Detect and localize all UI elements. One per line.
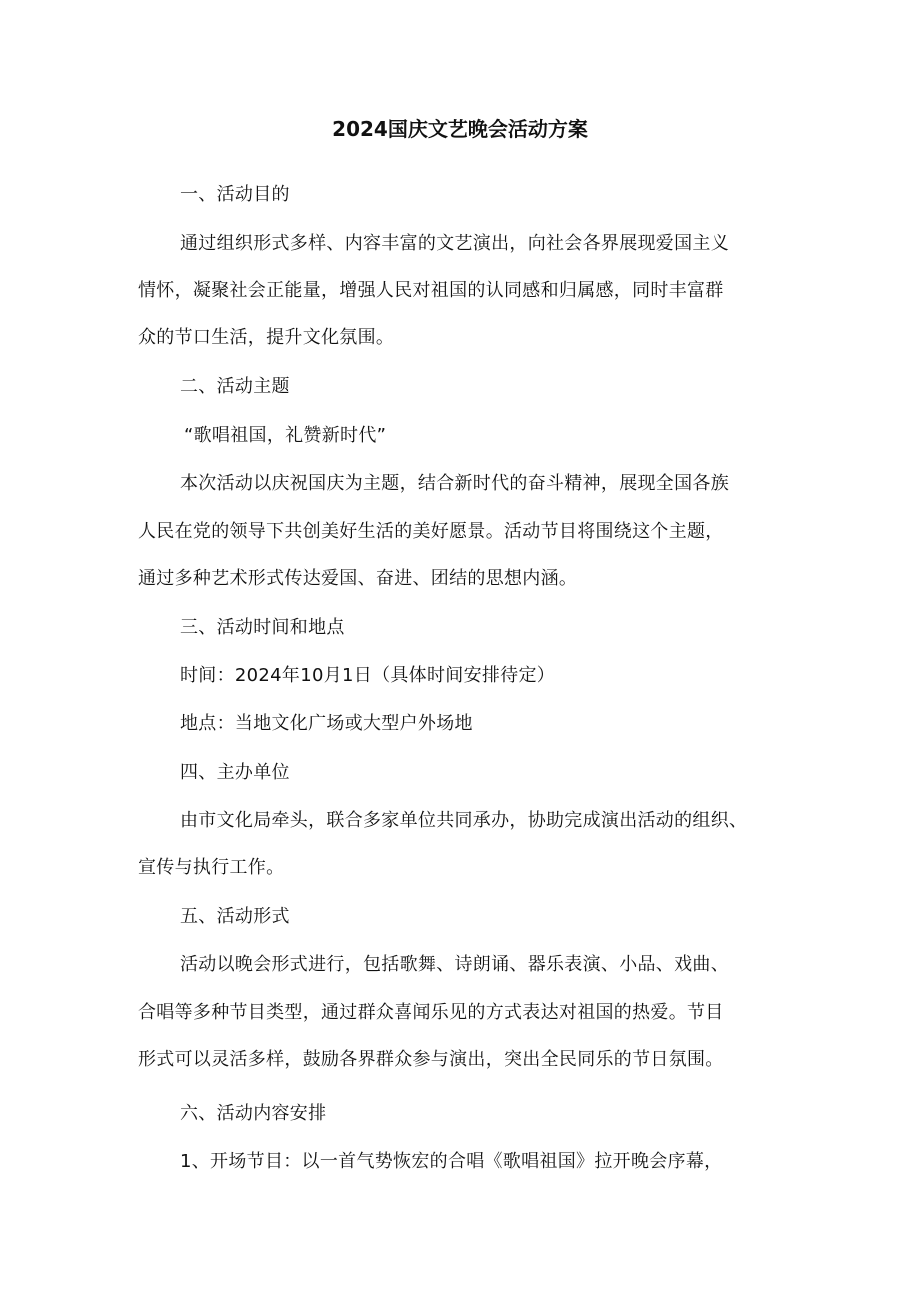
heading-purpose: 一、活动目的 bbox=[180, 184, 290, 205]
paragraph-line: 本次活动以庆祝国庆为主题，结合新时代的奋斗精神，展现全国各族 bbox=[180, 473, 729, 494]
event-time: 时间：2024年10月1日（具体时间安排待定） bbox=[180, 665, 556, 686]
document-title: 2024国庆文艺晚会活动方案 bbox=[332, 117, 588, 141]
paragraph-line: 宣传与执行工作。 bbox=[138, 857, 285, 878]
paragraph-line: 通过多种艺术形式传达爱国、奋进、团结的思想内涵。 bbox=[138, 568, 578, 589]
paragraph-line: 由市文化局牵头，联合多家单位共同承办，协助完成演出活动的组织、 bbox=[180, 810, 748, 831]
paragraph-line: 通过组织形式多样、内容丰富的文艺演出，向社会各界展现爱国主义 bbox=[180, 233, 729, 254]
theme-slogan: “歌唱祖国，礼赞新时代” bbox=[184, 425, 387, 446]
event-place: 地点：当地文化广场或大型户外场地 bbox=[180, 713, 473, 734]
paragraph-line: 1、开场节目：以一首气势恢宏的合唱《歌唱祖国》拉开晚会序幕， bbox=[180, 1151, 723, 1172]
heading-theme: 二、活动主题 bbox=[180, 376, 290, 397]
heading-organizer: 四、主办单位 bbox=[180, 762, 290, 783]
paragraph-line: 形式可以灵活多样，鼓励各界群众参与演出，突出全民同乐的节日氛围。 bbox=[138, 1049, 724, 1070]
heading-time-place: 三、活动时间和地点 bbox=[180, 617, 345, 638]
heading-program: 六、活动内容安排 bbox=[180, 1103, 327, 1124]
paragraph-line: 情怀，凝聚社会正能量，增强人民对祖国的认同感和归属感，同时丰富群 bbox=[138, 280, 724, 301]
paragraph-line: 合唱等多种节目类型，通过群众喜闻乐见的方式表达对祖国的热爱。节目 bbox=[138, 1002, 724, 1023]
paragraph-line: 人民在党的领导下共创美好生活的美好愿景。活动节目将围绕这个主题， bbox=[138, 521, 724, 542]
heading-format: 五、活动形式 bbox=[180, 906, 290, 927]
paragraph-line: 众的节口生活，提升文化氛围。 bbox=[138, 327, 395, 348]
paragraph-line: 活动以晚会形式进行，包括歌舞、诗朗诵、器乐表演、小品、戏曲、 bbox=[180, 954, 729, 975]
